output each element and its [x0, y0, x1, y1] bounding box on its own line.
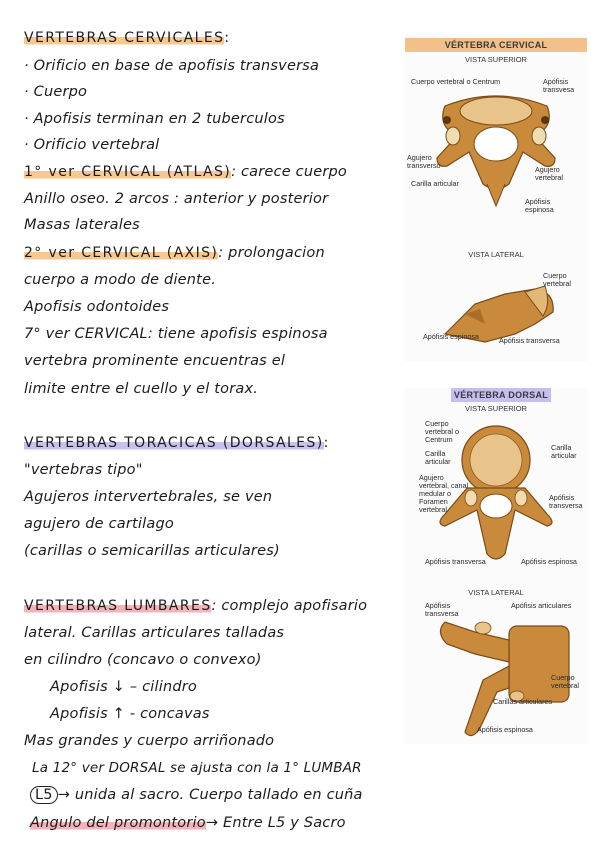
lumbar-heading: VERTEBRAS LUMBARES	[24, 598, 212, 614]
lumbar-heading-line: VERTEBRAS LUMBARES: complejo apofisario	[24, 598, 368, 614]
axis-line-2: cuerpo a modo de diente.	[24, 272, 216, 288]
cervical-item: · Orificio vertebral	[24, 137, 160, 153]
cervical-heading: VERTEBRAS CERVICALES	[24, 30, 225, 46]
cervical-view-top: VISTA SUPERIOR	[465, 55, 527, 64]
cervical-label: Cuerpo vertebral o Centrum	[411, 77, 501, 86]
atlas-line: 1° ver CERVICAL (ATLAS): carece cuerpo	[24, 164, 347, 180]
cervical-label: Apófisis transversa	[499, 336, 560, 345]
lumbar-line: lateral. Carillas articulares talladas	[24, 625, 285, 641]
thoracic-line: Agujeros intervertebrales, se ven	[24, 489, 273, 505]
axis-line-3: Apofisis odontoides	[24, 299, 170, 315]
cervical-label: Apófisis transvesa	[543, 77, 575, 94]
lumbar-line: Apofisis ↓ – cilindro	[50, 679, 197, 695]
axis-line: 2° ver CERVICAL (AXIS): prolongacion	[24, 245, 325, 261]
cervical-heading-line: VERTEBRAS CERVICALES:	[24, 30, 231, 46]
dorsal-label: Apófisis espinosa	[521, 557, 577, 566]
dorsal-label: Apófisis transversa	[425, 601, 459, 618]
thoracic-line: (carillas o semicarillas articulares)	[24, 543, 280, 559]
dorsal-label: Cuerpo vertebral	[551, 673, 579, 690]
dorsal-label: Carilla articular	[551, 443, 577, 460]
cervical-figure-title: VÉRTEBRA CERVICAL	[405, 38, 587, 52]
cervical-label: Agujero vertebral	[535, 165, 563, 182]
thoracic-heading: VERTEBRAS TORACICAS (DORSALES)	[24, 435, 324, 451]
dorsal-label: Apófisis espinosa	[477, 725, 533, 734]
c7-line-2: vertebra prominente encuentras el	[24, 353, 286, 369]
dorsal-label: Apófisis articulares	[511, 601, 572, 610]
dorsal-figure	[405, 388, 587, 744]
dorsal-view-lateral: VISTA LATERAL	[468, 588, 524, 597]
lumbar-line: Apofisis ↑ - concavas	[50, 706, 210, 722]
c7-line-3: limite entre el cuello y el torax.	[24, 381, 259, 397]
cervical-item: · Cuerpo	[24, 84, 88, 100]
axis-title: 2° ver CERVICAL (AXIS)	[24, 245, 219, 261]
promontorio-label: Angulo del promontorio	[30, 815, 206, 831]
promontorio-line: Angulo del promontorio→ Entre L5 y Sacro	[30, 815, 346, 831]
dorsal-label: Carillas articulares	[493, 697, 553, 706]
dorsal-lateral-illustration	[405, 602, 587, 742]
l5-circle: L5	[30, 786, 58, 804]
dorsal-label: Apófisis transversa	[549, 493, 583, 510]
cervical-figure	[405, 36, 587, 362]
cervical-view-lateral: VISTA LATERAL	[468, 250, 524, 259]
l5-line: L5 → unida al sacro. Cuerpo tallado en cuña	[30, 785, 363, 805]
dorsal-label: Carilla articular	[425, 449, 451, 466]
cervical-item: · Apofisis terminan en 2 tuberculos	[24, 111, 285, 127]
dorsal-figure-title: VÉRTEBRA DORSAL	[451, 388, 551, 402]
cervical-item: · Orificio en base de apofisis transversa	[24, 58, 320, 74]
dorsal-view-top: VISTA SUPERIOR	[465, 404, 527, 413]
thoracic-line: "vertebras tipo"	[24, 462, 143, 478]
atlas-title: 1° ver CERVICAL (ATLAS)	[24, 164, 232, 180]
cervical-label: Agujero transverso	[407, 153, 441, 170]
thoracic-heading-line: VERTEBRAS TORACICAS (DORSALES):	[24, 435, 330, 451]
lumbar-line: en cilindro (concavo o convexo)	[24, 652, 262, 668]
c7-line-1: 7° ver CERVICAL: tiene apofisis espinosa	[24, 326, 328, 342]
thoracic-line: agujero de cartilago	[24, 516, 174, 532]
dorsal-label: Agujero vertebral, canal medular o Foramen vertebral	[419, 473, 469, 514]
atlas-line-3: Masas laterales	[24, 217, 140, 233]
lumbar-line: La 12° ver DORSAL se ajusta con la 1° LUMBAR	[32, 760, 362, 776]
atlas-line-2: Anillo oseo. 2 arcos : anterior y posterior	[24, 191, 329, 207]
cervical-label: Apófisis espinosa	[525, 197, 554, 214]
lumbar-line: Mas grandes y cuerpo arriñonado	[24, 733, 275, 749]
cervical-label: Carilla articular	[411, 179, 459, 188]
cervical-label: Apófisis espinosa	[423, 332, 479, 341]
cervical-label: Cuerpo vertebral	[543, 271, 571, 288]
dorsal-label: Cuerpo vertebral o Centrum	[425, 419, 459, 444]
dorsal-label: Apófisis transversa	[425, 557, 486, 566]
